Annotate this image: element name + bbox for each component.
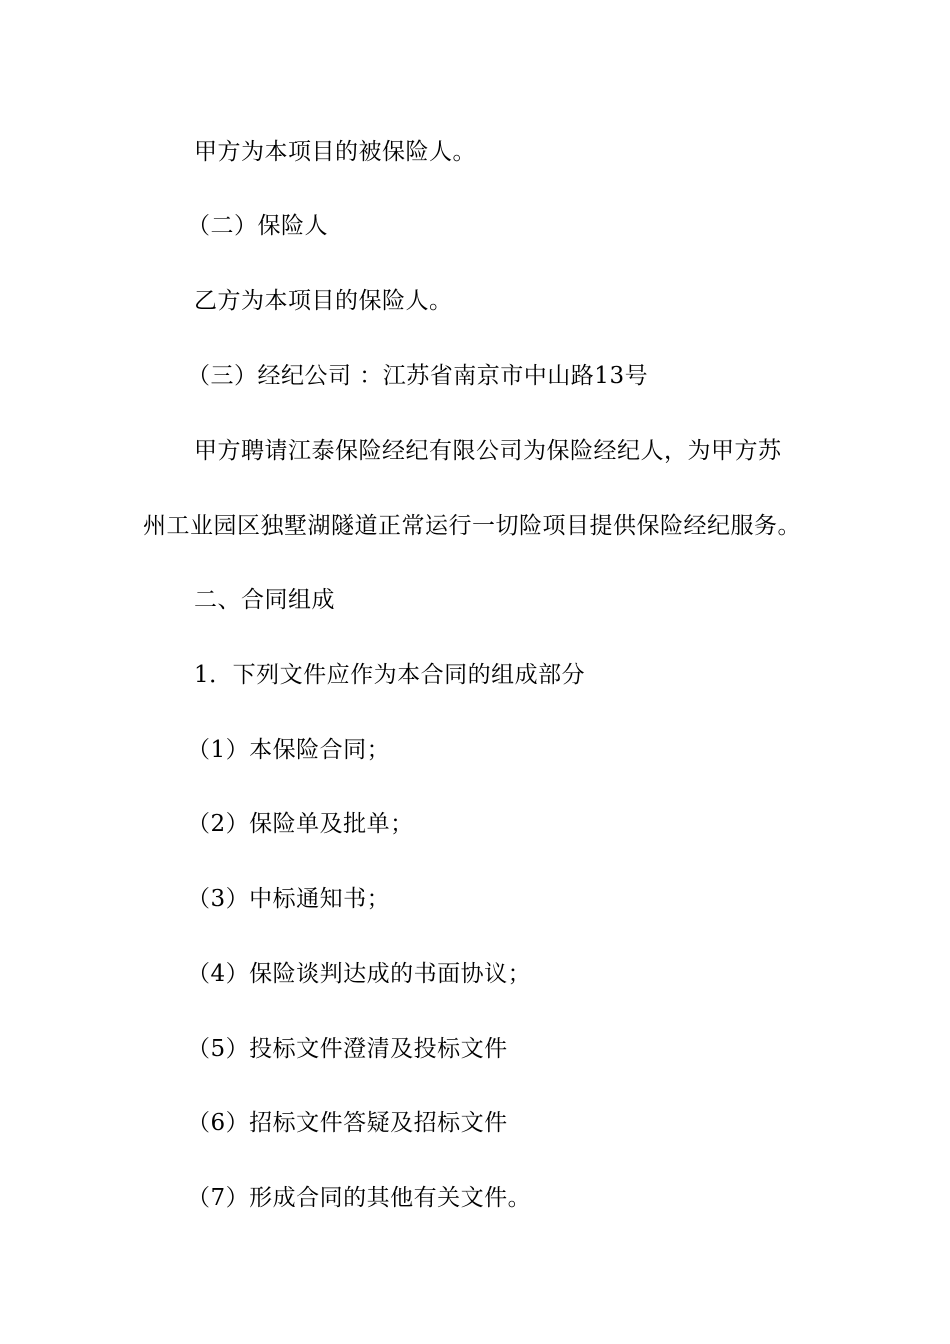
list-item-6: （6）招标文件答疑及招标文件	[187, 1110, 508, 1136]
list-item-7: （7）形成合同的其他有关文件。	[187, 1185, 532, 1211]
heading-broker: （三）经纪公司 ：江苏省南京市中山路13号	[187, 363, 649, 389]
paragraph-insured: 甲方为本项目的被保险人。	[194, 139, 476, 165]
section-heading-contract-composition: 二、合同组成	[194, 587, 335, 613]
paragraph-insurer: 乙方为本项目的保险人。	[194, 288, 453, 314]
list-intro: 1．下列文件应作为本合同的组成部分	[194, 662, 586, 688]
list-item-5: （5）投标文件澄清及投标文件	[187, 1036, 508, 1062]
list-item-3: （3）中标通知书；	[187, 886, 391, 912]
list-item-1: （1）本保险合同；	[187, 737, 391, 763]
paragraph-broker-line-1: 甲方聘请江泰保险经纪有限公司为保险经纪人，为甲方苏	[194, 438, 782, 464]
paragraph-broker-line-2: 州工业园区独墅湖隧道正常运行一切险项目提供保险经纪服务。	[143, 513, 801, 539]
heading-insurer: （二）保险人	[187, 213, 328, 239]
list-item-4: （4）保险谈判达成的书面协议；	[187, 961, 532, 987]
list-item-2: （2）保险单及批单；	[187, 811, 414, 837]
